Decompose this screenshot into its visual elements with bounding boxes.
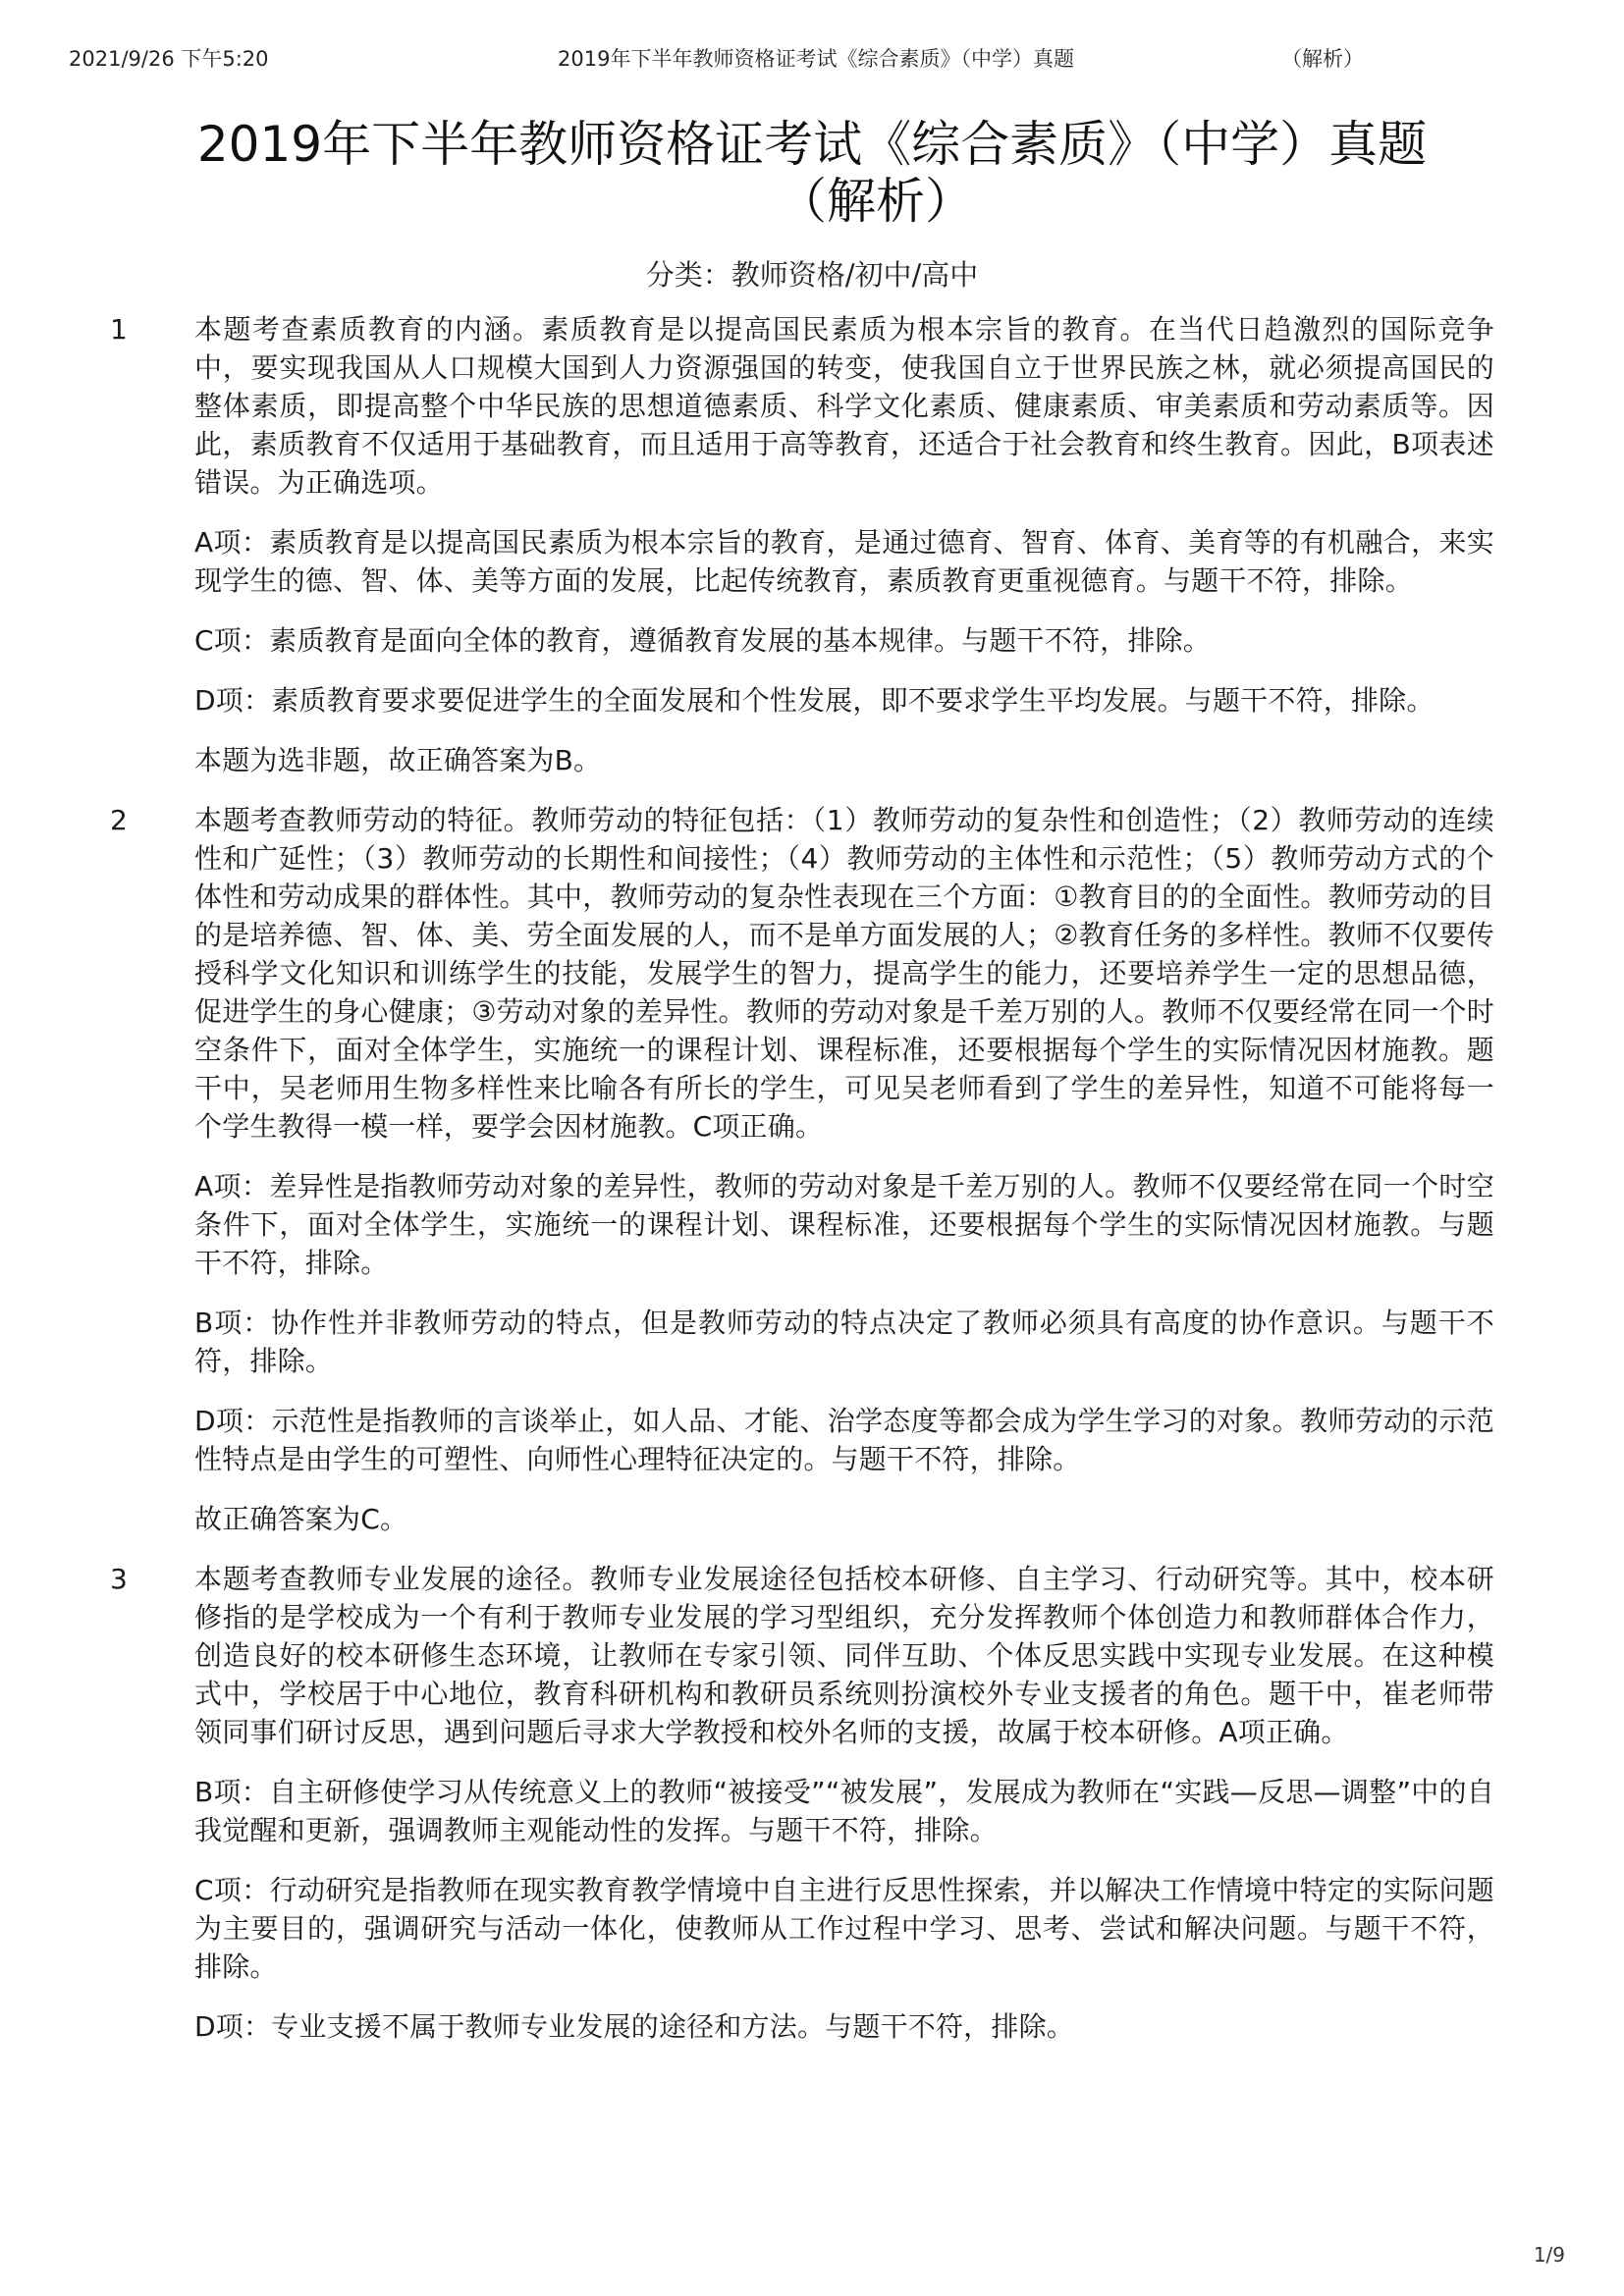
explanation-paragraph: B项：自主研修使学习从传统意义上的教师“被接受”“被发展”，发展成为教师在“实践—反思—调整”中的自我觉醒和更新，强调教师主观能动性的发挥。与题干不符，排除。 bbox=[194, 1776, 1494, 1846]
question-item bbox=[110, 1560, 1494, 2046]
explanation-paragraph: 本题考查素质教育的内涵。素质教育是以提高国民素质为根本宗旨的教育。在当代日趋激烈的国际竞争中，要实现我国从人口规模大国到人力资源强国的转变，使我国自立于世界民族之林，就必须提高国民的整体素质，即提高整个中华民族的思想道德素质、科学文化素质、健康素质、审美素质和劳动素质等。因此，素质教育不仅适用于基础教育，而且适用于高等教育，还适合于社会教育和终生教育。因此，B项表述错误。为正确选项。 bbox=[194, 313, 1494, 499]
question-number: 3 bbox=[110, 1563, 128, 1595]
explanation-paragraph: 本题考查教师劳动的特征。教师劳动的特征包括：（1）教师劳动的复杂性和创造性；（2）教师劳动的连续性和广延性；（3）教师劳动的长期性和间接性；（4）教师劳动的主体性和示范性；（5）教师劳动方式的个体性和劳动成果的群体性。其中，教师劳动的复杂性表现在三个方面：①教育目的的全面性。教师劳动的目的是培养德、智、体、美、劳全面发展的人，而不是单方面发展的人；②教育任务的多样性。教师不仅要传授科学文化知识和训练学生的技能，发展学生的智力，提高学生的能力，还要培养学生一定的思想品德，促进学生的身心健康；③劳动对象的差异性。教师的劳动对象是千差万别的人。教师不仅要经常在同一个时空条件下，面对全体学生，实施统一的课程计划、课程标准，还要根据每个学生的实际情况因材施教。题干中，吴老师用生物多样性来比喻各有所长的学生，可见吴老师看到了学生的差异性，知道不可能将每一个学生教得一模一样，要学会因材施教。C项正确。 bbox=[194, 804, 1494, 1143]
explanation-paragraph: 本题为选非题，故正确答案为B。 bbox=[194, 744, 602, 776]
print-date: 2021/9/26 下午5:20 bbox=[69, 47, 269, 71]
explanation-paragraph: C项：素质教育是面向全体的教育，遵循教育发展的基本规律。与题干不符，排除。 bbox=[194, 624, 1211, 657]
document-title bbox=[0, 116, 1624, 230]
question-item bbox=[110, 801, 1494, 1538]
document-title-line2: （解析） bbox=[778, 173, 974, 230]
explanation-paragraph: D项：专业支援不属于教师专业发展的途径和方法。与题干不符，排除。 bbox=[194, 2010, 1074, 2043]
explanation-paragraph: D项：示范性是指教师的言谈举止，如人品、才能、治学态度等都会成为学生学习的对象。教师劳动的示范性特点是由学生的可塑性、向师性心理特征决定的。与题干不符，排除。 bbox=[194, 1405, 1494, 1475]
question-explanation bbox=[194, 310, 1494, 779]
explanation-paragraph: C项：行动研究是指教师在现实教育教学情境中自主进行反思性探索，并以解决工作情境中特定的实际问题为主要目的，强调研究与活动一体化，使教师从工作过程中学习、思考、尝试和解决问题。与题干不符，排除。 bbox=[194, 1874, 1494, 1983]
question-number: 2 bbox=[110, 804, 128, 836]
explanation-paragraph: 故正确答案为C。 bbox=[194, 1503, 408, 1535]
question-explanation bbox=[194, 1560, 1494, 2046]
question-item bbox=[110, 310, 1494, 779]
question-number: 1 bbox=[110, 313, 128, 346]
document-title-line1: 2019年下半年教师资格证考试《综合素质》（中学）真题 bbox=[196, 116, 1428, 173]
explanation-paragraph: B项：协作性并非教师劳动的特点，但是教师劳动的特点决定了教师必须具有高度的协作意识。与题干不符，排除。 bbox=[194, 1307, 1494, 1377]
print-title: 2019年下半年教师资格证考试《综合素质》（中学）真题 bbox=[558, 47, 1074, 71]
print-header bbox=[0, 43, 1624, 73]
document-category: 分类：教师资格/初中/高中 bbox=[645, 258, 979, 292]
explanation-paragraph: A项：差异性是指教师劳动对象的差异性，教师的劳动对象是千差万别的人。教师不仅要经常在同一个时空条件下，面对全体学生，实施统一的课程计划、课程标准，还要根据每个学生的实际情况因材施教。与题干不符，排除。 bbox=[194, 1170, 1494, 1279]
explanation-paragraph: A项：素质教育是以提高国民素质为根本宗旨的教育，是通过德育、智育、体育、美育等的有机融合，来实现学生的德、智、体、美等方面的发展，比起传统教育，素质教育更重视德育。与题干不符，排除。 bbox=[194, 526, 1494, 597]
explanation-paragraph: D项：素质教育要求要促进学生的全面发展和个性发展，即不要求学生平均发展。与题干不符，排除。 bbox=[194, 684, 1435, 717]
explanation-paragraph: 本题考查教师专业发展的途径。教师专业发展途径包括校本研修、自主学习、行动研究等。其中，校本研修指的是学校成为一个有利于教师专业发展的学习型组织，充分发挥教师个体创造力和教师群体合作力，创造良好的校本研修生态环境，让教师在专家引领、同伴互助、个体反思实践中实现专业发展。在这种模式中，学校居于中心地位，教育科研机构和教研员系统则扮演校外专业支援者的角色。题干中，崔老师带领同事们研讨反思，遇到问题后寻求大学教授和校外名师的支援，故属于校本研修。A项正确。 bbox=[194, 1563, 1494, 1748]
question-explanation bbox=[194, 801, 1494, 1538]
print-tag: （解析） bbox=[1281, 47, 1364, 71]
questions-list bbox=[110, 310, 1494, 2067]
page-number: 1/9 bbox=[1533, 2243, 1565, 2267]
